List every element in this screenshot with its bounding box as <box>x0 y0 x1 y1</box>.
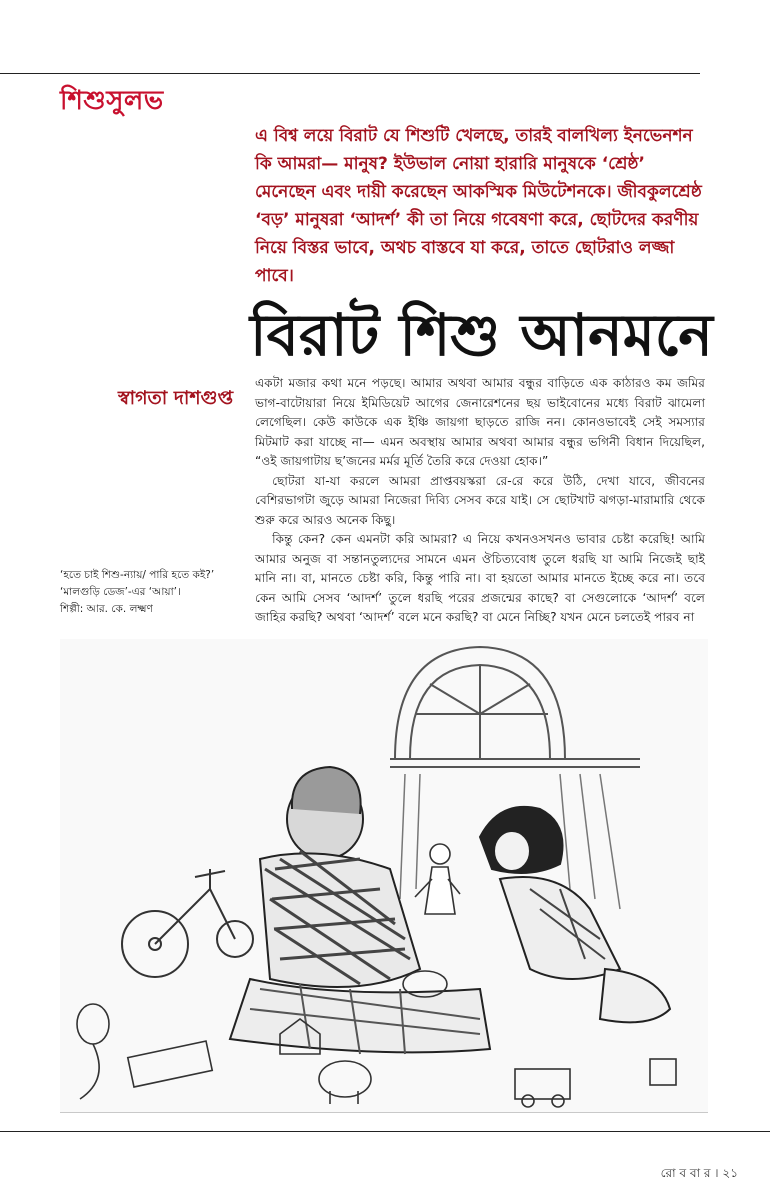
standfirst: এ বিশ্ব লয়ে বিরাট যে শিশুটি খেলছে, তারই বালখিল্য ইনভেনশন কি আমরা— মানুষ? ইউভাল নোয়া হারারি মানুষকে ‘শ্রেষ্ঠ’ মেনেছেন এবং দায়ী করেছেন আকস্মিক মিউটেশনকে। জীবকুলশ্রেষ্ঠ ‘বড়’ মানুষরা ‘আদর্শ’ কী তা নিয়ে গবেষণা করে, ছোটদের করণীয় নিয়ে বিস্তর ভাবে, অথচ বাস্তবে যা করে, তাতে ছোটরাও লজ্জা পাবে। <box>255 126 702 286</box>
article-body <box>255 374 705 628</box>
page-footer: রো ব বা র । ২১ <box>660 1166 738 1180</box>
body-paragraph-1: একটা মজার কথা মনে পড়ছে। আমার অথবা আমার বন্ধুর বাড়িতে এক কাঠারও কম জমির ভাগ-বাটোয়ারা নিয়ে ইমিডিয়েট আগের জেনারেশনের ছয় ভাইবোনের মধ্যে বিরাট ঝামেলা লেগেছিল। কেউ কাউকে এক ইঞ্চি জায়গা ছাড়তে রাজি নন। কোনওভাবেই সেই সমস্যার মিটমাট করা যাচ্ছে না— এমন অবস্থায় আমার অথবা আমার বন্ধুর ভগিনী বিধান দিয়েছিল, “ওই জায়গাটায় ছ’জনের মর্মর মূর্তি তৈরি করে দেওয়া হোক।” <box>255 376 705 468</box>
cartoon-drawing <box>60 639 708 1113</box>
section-label: শিশুসুলভ <box>60 86 164 116</box>
bottom-rule <box>0 1131 770 1132</box>
illustration-caption <box>60 567 240 618</box>
body-paragraph-2: ছোটরা যা-যা করলে আমরা প্রাপ্তবয়স্করা রে-রে করে উঠি, দেখা যাবে, জীবনের বেশিরভাগটা জুড়ে আমরা নিজেরা দিব্যি সেসব করে যাই। সে ছোটখাট ঝগড়া-মারামারি থেকে শুরু করে আরও অনেক কিছু। <box>255 473 705 527</box>
caption-line-3: শিল্পী: আর. কে. লক্ষ্মণ <box>60 603 153 615</box>
caption-line-2: ‘মালগুড়ি ডেজ’-এর ‘আয়া’। <box>60 586 181 598</box>
byline: স্বাগতা দাশগুপ্ত <box>118 387 234 409</box>
caption-line-1: ‘হতে চাই শিশু-ন্যায়/ পারি হতে কই?’ <box>60 569 215 581</box>
cartoon-illustration <box>60 639 708 1113</box>
headline: বিরাট শিশু আনমনে <box>250 301 713 369</box>
top-rule <box>0 73 700 74</box>
body-paragraph-3: কিন্তু কেন? কেন এমনটা করি আমরা? এ নিয়ে কখনওসখনও ভাবার চেষ্টা করেছি! আমি আমার অনুজ বা সন্তানতুল্যদের সামনে এমন ঔচিত্যবোধ তুলে ধরছি যা আমি নিজেই ছাই মানি না। বা, মানতে চেষ্টা করি, কিন্তু পারি না। বা হয়তো আমার মানতে ইচ্ছে করে না। তবে কেন আমি সেসব ‘আদর্শ’ তুলে ধরছি পরের প্রজন্মের কাছে? বা সেগুলোকে ‘আদর্শ’ বলে জাহির করছি? অথবা ‘আদর্শ’ বলে মনে করছি? বা মেনে নিচ্ছি? যখন মেনে চলতেই পারব না <box>255 532 705 624</box>
